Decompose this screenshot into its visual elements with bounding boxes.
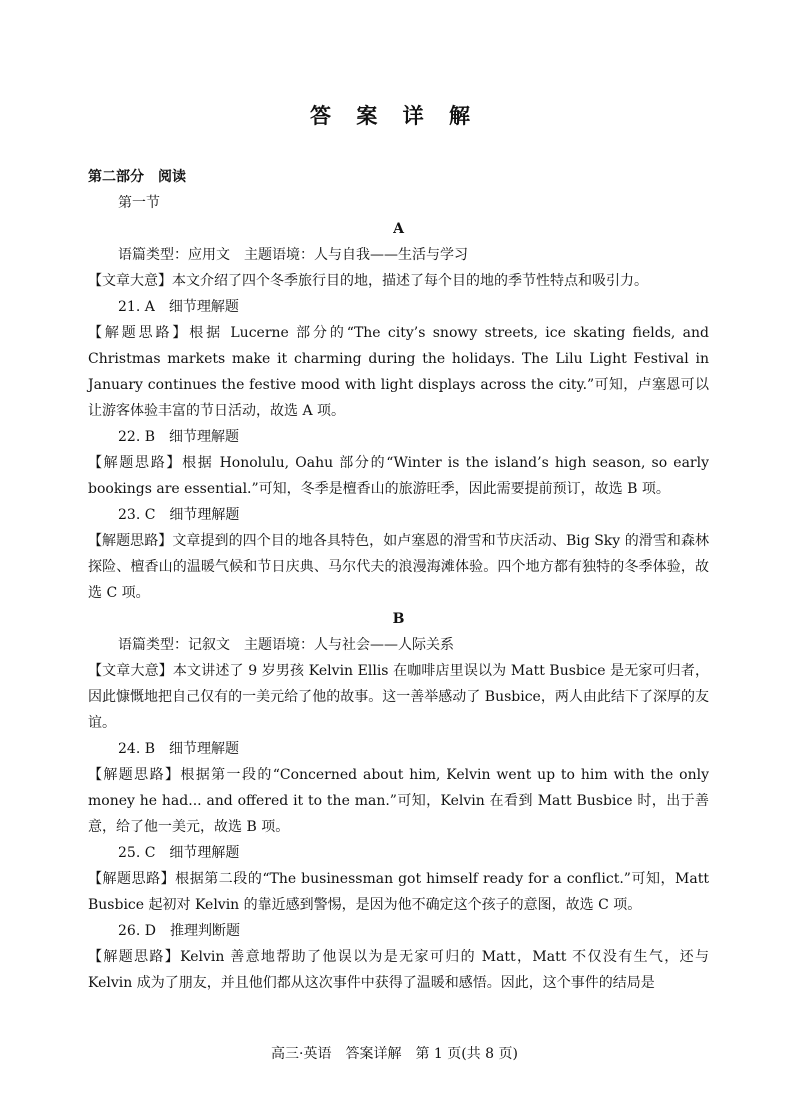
q23-heading: 23. C 细节理解题 xyxy=(118,507,240,523)
q25-heading: 25. C 细节理解题 xyxy=(118,845,240,861)
passage-b-summary: 【文章大意】本文讲述了 9 岁男孩 Kelvin Ellis 在咖啡店里误以为 Matt Busbice 是无家可归者，因此慷慨地把自己仅有的一美元给了他的故事。这一善举感动了 Busbice，两人由此结下了深厚的友谊。 xyxy=(88,663,709,731)
passage-b-type: 语篇类型：记叙文 主题语境：人与社会——人际关系 xyxy=(118,637,454,653)
answer-content xyxy=(88,164,709,996)
section-heading: 第二部分 阅读 xyxy=(88,169,186,185)
q25-explanation: 【解题思路】根据第二段的“The businessman got himself ready for a conflict.”可知，Matt Busbice 起初对 Kelvin 的靠近感到警惕，是因为他不确定这个孩子的意图，故选 C 项。 xyxy=(88,871,709,913)
q24-explanation: 【解题思路】根据第一段的“Concerned about him, Kelvin went up to him with the only money he had... and offered it to the man.”可知，Kelvin 在看到 Matt Busbice 时，出于善意，给了他一美元，故选 B 项。 xyxy=(88,767,709,835)
q21-explanation: 【解题思路】根据 Lucerne 部分的“The city’s snowy streets, ice skating fields, and Christmas markets make it charming during the holidays. The Lilu Light Festival in January continues the festive mood with light displays across the city.”可知，卢塞恩可以让游客体验丰富的节日活动，故选 A 项。 xyxy=(88,325,709,419)
passage-a-label: A xyxy=(393,221,404,237)
q26-explanation: 【解题思路】Kelvin 善意地帮助了他误以为是无家可归的 Matt，Matt 不仅没有生气，还与 Kelvin 成为了朋友，并且他们都从这次事件中获得了温暖和感悟。因此，这个事件的结局是 xyxy=(88,949,709,991)
page-title: 答 案 详 解 xyxy=(310,103,479,128)
q22-heading: 22. B 细节理解题 xyxy=(118,429,240,445)
q21-heading: 21. A 细节理解题 xyxy=(118,299,239,315)
q22-explanation: 【解题思路】根据 Honolulu, Oahu 部分的“Winter is the island’s high season, so early bookings are essential.”可知，冬季是檀香山的旅游旺季，因此需要提前预订，故选 B 项。 xyxy=(88,455,709,497)
passage-a-summary: 【文章大意】本文介绍了四个冬季旅行目的地，描述了每个目的地的季节性特点和吸引力。 xyxy=(88,273,648,289)
q23-explanation: 【解题思路】文章提到的四个目的地各具特色，如卢塞恩的滑雪和节庆活动、Big Sky 的滑雪和森林探险、檀香山的温暖气候和节日庆典、马尔代夫的浪漫海滩体验。四个地方都有独特的冬季体验，故选 C 项。 xyxy=(88,533,709,601)
q24-heading: 24. B 细节理解题 xyxy=(118,741,240,757)
page-footer: 高三·英语 答案详解 第 1 页(共 8 页) xyxy=(271,1046,518,1062)
subsection-heading: 第一节 xyxy=(118,195,160,211)
passage-b-label: B xyxy=(392,611,405,627)
passage-a-type: 语篇类型：应用文 主题语境：人与自我——生活与学习 xyxy=(118,247,468,263)
q26-heading: 26. D 推理判断题 xyxy=(118,923,240,939)
